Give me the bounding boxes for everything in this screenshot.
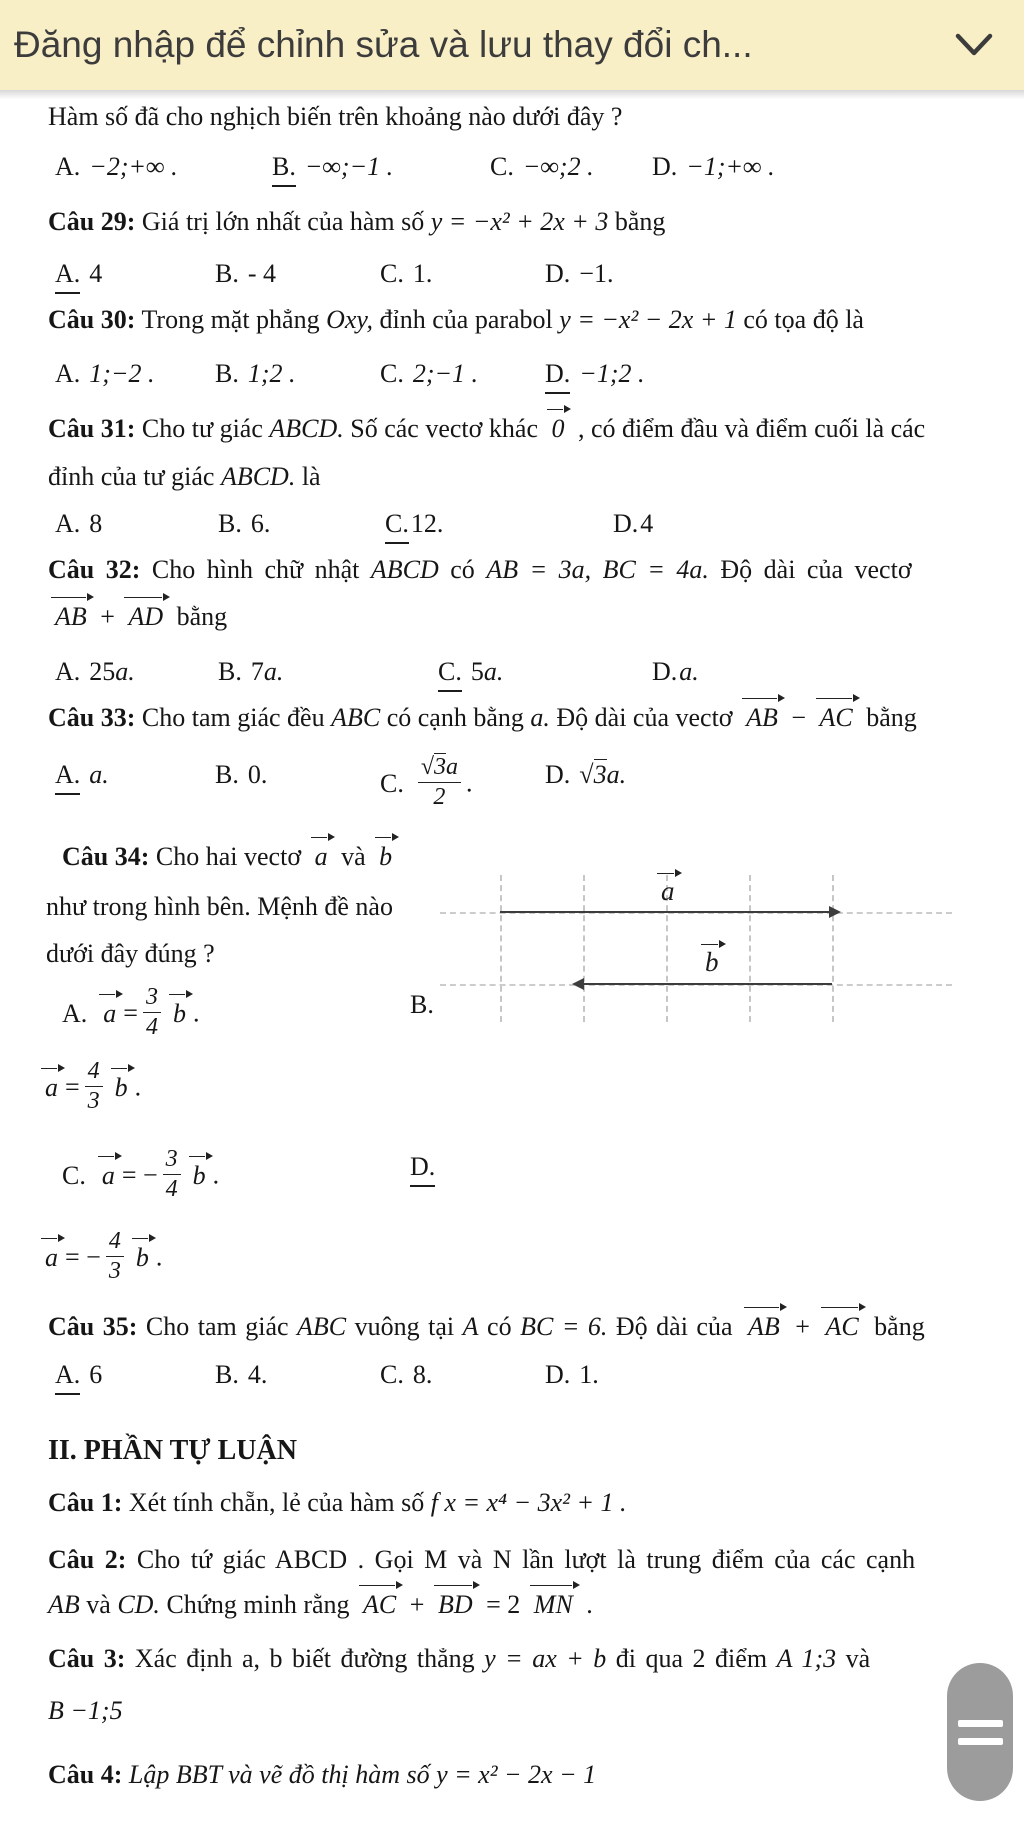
option-b [215, 257, 276, 291]
option-letter: D. [410, 1150, 435, 1187]
option-c [62, 1146, 220, 1205]
vector-a: a [42, 1071, 61, 1105]
option-text: 4. [247, 1360, 268, 1389]
option-text: −1;+∞ . [686, 152, 775, 181]
vector-a: a [100, 997, 119, 1031]
option-letter: D. [613, 509, 639, 538]
option-letter: B. [410, 990, 434, 1019]
option-letter: D. [652, 152, 678, 181]
vector-b: b [376, 840, 395, 874]
question-stem [46, 890, 393, 924]
radicand-tail: a. [606, 760, 627, 789]
option-letter: C. [380, 1360, 404, 1389]
option-a [62, 984, 200, 1043]
vector-b: b [190, 1159, 209, 1193]
option-d [410, 1150, 444, 1187]
option-var: a. [679, 657, 699, 686]
math-expr: y = −x² + 2x + 3 [430, 207, 609, 236]
radicand: 3 [434, 754, 447, 780]
fraction [143, 985, 161, 1040]
handle-bar [958, 1738, 1003, 1745]
question-stem [48, 100, 622, 134]
option-dot: . [212, 1160, 220, 1190]
vector-ac: AC [360, 1588, 399, 1622]
fraction-numerator [418, 755, 461, 783]
fraction-numerator: 4 [85, 1059, 103, 1087]
grid-dash-line [749, 875, 751, 1022]
option-letter: D. [545, 1360, 571, 1389]
option-a [55, 257, 102, 294]
option-var: a. [263, 657, 284, 686]
option-text: −∞;−1 . [304, 152, 394, 181]
math-operator: = − [121, 1160, 158, 1190]
option-letter: A. [55, 257, 80, 294]
question-stem [48, 1310, 925, 1344]
option-letter: B. [272, 150, 296, 187]
sqrt-sign: √ [579, 760, 594, 789]
fraction [85, 1059, 103, 1114]
vector-a-symbol: a [658, 876, 678, 906]
option-c [438, 655, 503, 692]
vector-b-arrow [583, 983, 832, 985]
option-number: 7 [250, 657, 264, 686]
question-label: Câu 31: [48, 414, 136, 443]
option-text: 2;−1 . [412, 359, 479, 388]
option-c [490, 150, 594, 184]
math-expr: a. [530, 703, 550, 732]
math-expr: B −1;5 [48, 1696, 123, 1725]
option-text: −1;2 . [579, 359, 645, 388]
option-letter: A. [55, 509, 81, 538]
stem-text: Cho tư giác [141, 414, 263, 443]
option-d [652, 150, 775, 184]
option-letter: B. [218, 657, 242, 686]
question-label: Câu 33: [48, 703, 136, 732]
stem-text: Giá trị lớn nhất của hàm số [141, 207, 425, 236]
question-label: Câu 32: [48, 555, 141, 584]
option-letter: D. [652, 657, 678, 686]
option-text: 8. [412, 1360, 433, 1389]
option-a [55, 507, 102, 541]
stem-text: Số các vectơ khác [350, 414, 538, 443]
math-operator: + [100, 602, 115, 631]
fraction-denominator: 3 [108, 1258, 121, 1285]
vector-ac: AC [817, 701, 856, 735]
stem-text: có [450, 555, 475, 584]
question-stem [48, 1588, 593, 1622]
radicand: 3 [593, 760, 607, 789]
scrollbar-handle[interactable] [947, 1663, 1013, 1801]
stem-text: Cho tam giác đều [141, 703, 325, 732]
stem-text: như trong hình bên. Mệnh đề nào [46, 892, 393, 921]
section-heading: II. PHẦN TỰ LUẬN [48, 1435, 297, 1466]
stem-text: là [301, 462, 321, 491]
option-b [215, 1358, 267, 1392]
vector-b: b [133, 1241, 152, 1275]
stem-text: Độ dài của vectơ [720, 555, 912, 584]
stem-text: và [86, 1590, 111, 1619]
vector-b: b [112, 1071, 131, 1105]
math-expr: ABCD [370, 555, 439, 584]
stem-text: và [845, 1644, 871, 1673]
option-text: 6 [89, 1360, 103, 1389]
stem-text: bằng [614, 207, 666, 236]
question-stem [48, 303, 864, 337]
fraction-denominator: 3 [87, 1088, 100, 1115]
math-expr: f x = x⁴ − 3x² + 1 . [430, 1488, 627, 1517]
stem-text: Cho tam giác [145, 1312, 289, 1341]
vector-bd: BD [435, 1588, 476, 1622]
option-letter: B. [215, 1360, 239, 1389]
math-expr: ABC [297, 1312, 347, 1341]
math-operator: − [791, 703, 806, 732]
radicand-tail: a [446, 754, 459, 780]
option-b [215, 758, 267, 792]
stem-text: và [341, 842, 366, 871]
question-stem [48, 1543, 915, 1577]
option-text: 1. [412, 259, 433, 288]
math-operator: + [795, 1312, 810, 1341]
option-b [272, 150, 393, 187]
stem-text: dưới đây đúng ? [46, 939, 215, 968]
vector-ac: AC [822, 1310, 861, 1344]
option-text: 6. [250, 509, 271, 538]
vector-a: a [99, 1159, 118, 1193]
question-stem [48, 1486, 627, 1520]
fraction-numerator: 4 [106, 1229, 124, 1257]
option-b [218, 507, 270, 541]
vector-a-label [654, 876, 682, 906]
option-b [410, 988, 443, 1022]
option-text: −2;+∞ . [89, 152, 178, 181]
question-label: Câu 3: [48, 1644, 126, 1673]
option-letter: B. [218, 509, 242, 538]
stem-text: Lập BBT và vẽ đồ thị hàm số [128, 1760, 430, 1789]
vector-ab: AB [743, 701, 781, 735]
vector-ad: AD [125, 600, 166, 634]
stem-text: có tọa độ là [743, 305, 864, 334]
option-text: 8 [89, 509, 103, 538]
answer-formula [38, 1058, 142, 1117]
option-letter: D. [545, 760, 571, 789]
math-expr: BC = 6. [520, 1312, 608, 1341]
question-stem [48, 701, 917, 735]
option-var: a. [89, 760, 109, 789]
option-dot: . [155, 1242, 163, 1272]
stem-text: bằng [874, 1312, 925, 1341]
stem-text: đỉnh của tư giác [48, 462, 215, 491]
option-var: a. [483, 657, 504, 686]
vector-a: a [42, 1241, 61, 1275]
option-dot: . [586, 1590, 593, 1619]
option-text: - 4 [247, 259, 277, 288]
math-expr: AB = 3a, BC = 4a. [486, 555, 709, 584]
question-stem [62, 840, 399, 874]
option-letter: A. [55, 152, 81, 181]
option-d [545, 257, 613, 291]
math-expr: y = −x² − 2x + 1 [559, 305, 737, 334]
option-a [55, 1358, 102, 1395]
option-c [385, 507, 443, 544]
grid-dash-line [583, 875, 585, 1022]
fraction-denominator: 4 [145, 1014, 158, 1041]
question-stem [48, 460, 321, 494]
option-text: 12. [410, 509, 444, 538]
option-text: 4 [640, 509, 654, 538]
option-letter: C. [380, 359, 404, 388]
option-b [215, 357, 296, 391]
vector-ab: AB [52, 600, 90, 634]
option-b [218, 655, 283, 689]
option-letter: C. [380, 768, 404, 798]
option-letter: B. [215, 760, 239, 789]
option-letter: A. [55, 758, 80, 795]
vector-ab: AB [745, 1310, 783, 1344]
math-expr: A 1;3 [776, 1644, 837, 1673]
math-expr: ABCD. [220, 462, 296, 491]
option-letter: D. [545, 357, 570, 394]
grid-dash-line [500, 875, 502, 1022]
stem-text: Xác định a, b biết đường thẳng [134, 1644, 475, 1673]
math-operator: + [409, 1590, 425, 1619]
option-text: 1;−2 . [89, 359, 155, 388]
option-letter: C. [385, 507, 409, 544]
option-text: −∞;2 . [522, 152, 594, 181]
option-letter: C. [490, 152, 514, 181]
question-label: Câu 4: [48, 1760, 123, 1789]
stem-text: Độ dài của [615, 1312, 733, 1341]
question-stem [48, 1758, 596, 1792]
option-letter: D. [545, 259, 571, 288]
math-operator: = − [65, 1242, 101, 1272]
question-label: Câu 29: [48, 207, 136, 236]
question-stem [48, 1694, 123, 1728]
stem-text: Trong mặt phẳng [141, 305, 320, 334]
question-label: Câu 1: [48, 1488, 123, 1517]
question-stem [46, 937, 215, 971]
option-d [613, 507, 653, 541]
vector-mn: MN [531, 1588, 576, 1622]
fraction-denominator: 4 [165, 1176, 178, 1203]
vector-b-symbol: b [702, 947, 722, 977]
stem-text: Chứng minh rằng [166, 1590, 350, 1619]
option-letter: C. [438, 655, 462, 692]
math-operator: = 2 [486, 1590, 521, 1619]
option-letter: C. [380, 259, 404, 288]
vector-b-label [698, 947, 726, 977]
fraction-numerator: 3 [163, 1147, 181, 1175]
math-expr: y = ax + b [484, 1644, 607, 1673]
fraction-numerator: 3 [143, 985, 161, 1013]
question-label: Câu 35: [48, 1312, 138, 1341]
question-stem [48, 205, 665, 239]
math-expr: y = x² − 2x − 1 [436, 1760, 597, 1789]
math-expr: CD. [117, 1590, 160, 1619]
option-c [380, 257, 432, 291]
option-a [55, 357, 154, 391]
stem-text: Cho tứ giác ABCD . Gọi M và N lần lượt là trung điểm của các cạnh [136, 1545, 916, 1574]
option-text: 1. [579, 1360, 599, 1389]
option-c [380, 1358, 432, 1392]
option-letter: B. [215, 259, 239, 288]
option-letter: A. [55, 657, 81, 686]
handle-bar [958, 1720, 1003, 1727]
stem-text: Cho hình chữ nhật [151, 555, 360, 584]
option-number: 5 [470, 657, 484, 686]
option-dot: . [192, 998, 200, 1028]
fraction [163, 1147, 181, 1202]
banner-title: Đăng nhập để chỉnh sửa và lưu thay đổi ch... [14, 24, 753, 65]
option-d [545, 357, 644, 394]
option-text: 4 [89, 259, 103, 288]
stem-text: bằng [176, 602, 228, 631]
stem-text: Xét tính chẵn, lẻ của hàm số [128, 1488, 425, 1517]
question-label: Câu 2: [48, 1545, 127, 1574]
option-letter: B. [215, 359, 239, 388]
option-d [545, 758, 626, 792]
vector-a: a [312, 840, 331, 874]
question-stem [48, 600, 227, 634]
vector-figure [440, 875, 952, 1022]
question-label: Câu 34: [62, 842, 150, 871]
option-dot: . [466, 768, 473, 798]
math-operator: = [65, 1072, 80, 1102]
stem-text: có [487, 1312, 512, 1341]
option-text: 1;2 . [247, 359, 296, 388]
option-var: a. [115, 657, 135, 686]
stem-text: Cho hai vectơ [155, 842, 302, 871]
question-stem [48, 1642, 870, 1676]
option-text: 0. [247, 760, 268, 789]
fraction-denominator: 2 [433, 784, 446, 811]
option-letter: A. [55, 1358, 80, 1395]
stem-text: có cạnh bằng [386, 703, 524, 732]
sqrt-sign: √ [420, 754, 435, 780]
stem-text: , có điểm đầu và điểm cuối là các [577, 414, 926, 443]
option-dot: . [134, 1072, 142, 1102]
vector-zero: 0 [548, 412, 567, 446]
answer-formula [38, 1228, 163, 1287]
math-expr: ABC [331, 703, 381, 732]
math-expr: AB [48, 1590, 80, 1619]
math-operator: = [123, 998, 138, 1028]
option-letter: A. [62, 998, 88, 1028]
math-expr: Oxy, [326, 305, 374, 334]
option-letter: A. [55, 359, 81, 388]
grid-dash-line [832, 875, 834, 1022]
math-expr: ABCD. [269, 414, 344, 443]
stem-text: Hàm số đã cho nghịch biến trên khoảng nào dưới đây ? [48, 102, 623, 131]
stem-text: vuông tại [354, 1312, 455, 1341]
stem-text: bằng [866, 703, 917, 732]
question-label: Câu 30: [48, 305, 136, 334]
option-a [55, 758, 109, 795]
option-d [545, 1358, 599, 1392]
vector-a-arrow [500, 911, 830, 913]
option-c [380, 754, 473, 813]
math-expr: A [462, 1312, 479, 1341]
fraction [106, 1229, 124, 1284]
option-letter: C. [62, 1160, 86, 1190]
stem-text: Độ dài của vectơ [556, 703, 733, 732]
stem-text: đỉnh của parabol [379, 305, 553, 334]
fraction [418, 755, 461, 810]
option-text: −1. [579, 259, 614, 288]
question-stem [48, 553, 912, 587]
option-number: 25 [89, 657, 116, 686]
option-d [652, 655, 699, 689]
question-stem [48, 412, 925, 446]
vector-b: b [170, 997, 189, 1031]
option-c [380, 357, 478, 391]
option-a [55, 150, 178, 184]
option-a [55, 655, 135, 689]
stem-text: đi qua 2 điểm [615, 1644, 768, 1673]
